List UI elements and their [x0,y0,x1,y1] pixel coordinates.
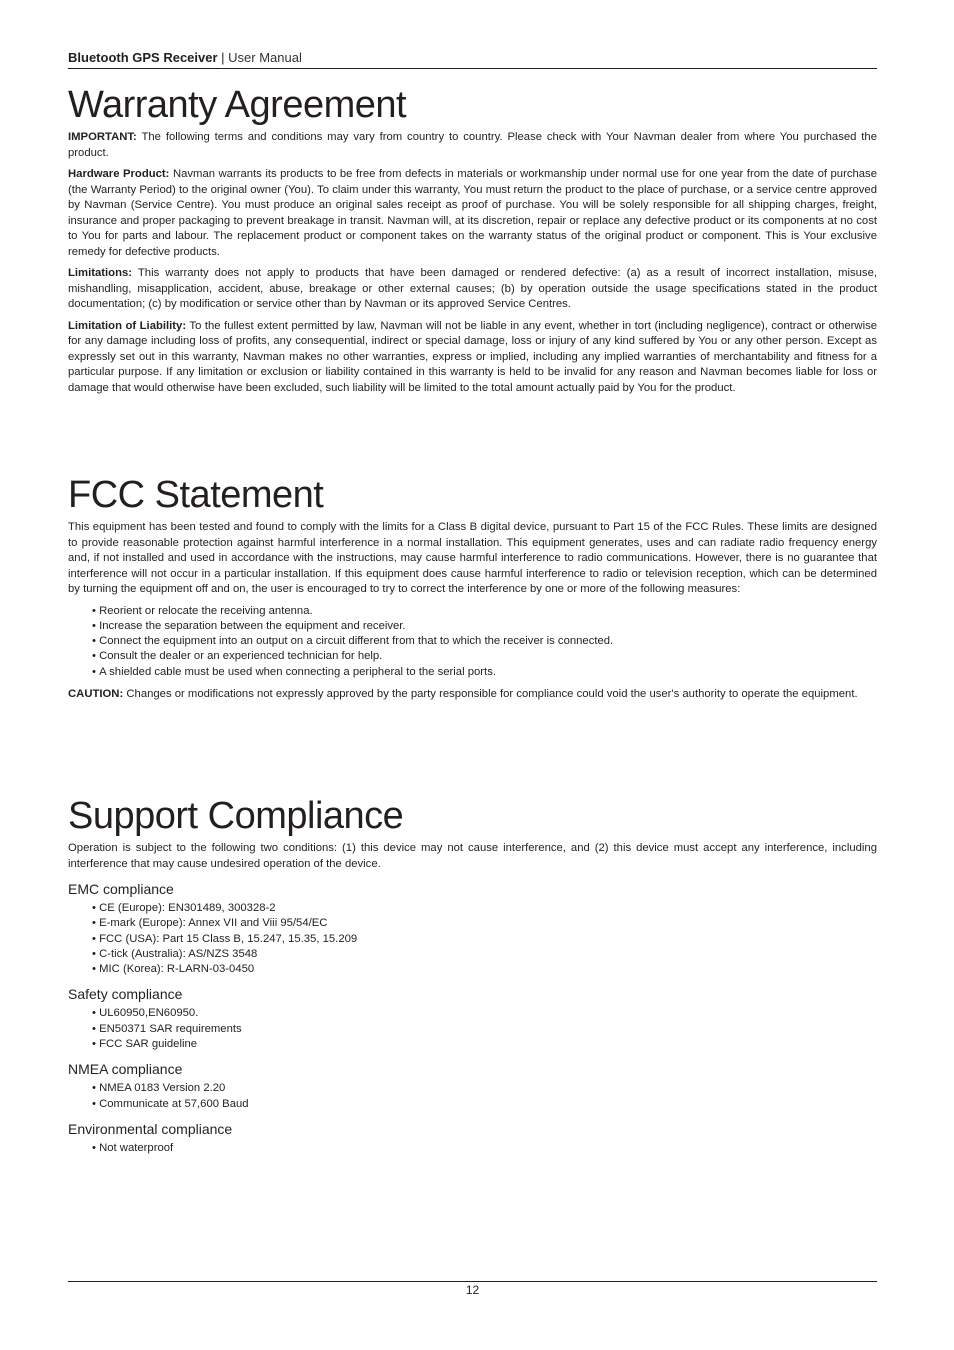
list-item: • Not waterproof [92,1141,877,1156]
liability-label: Limitation of Liability: [68,319,187,332]
fcc-measures-list [68,604,877,680]
list-item: • NMEA 0183 Version 2.20 [92,1081,877,1096]
emc-list [68,901,877,977]
environmental-heading: Environmental compliance [68,1120,233,1137]
list-item: • MIC (Korea): R-LARN-03-0450 [92,962,877,977]
warranty-hardware [68,167,877,260]
running-header [68,49,877,69]
list-item: • Increase the separation between the equipment and receiver. [92,619,877,634]
caution-text: Changes or modifications not expressly approved by the party responsible for compliance could void the user's authority to operate the equipment. [123,687,858,700]
list-item: • FCC (USA): Part 15 Class B, 15.247, 15.35, 15.209 [92,932,877,947]
support-intro: Operation is subject to the following two conditions: (1) this device may not cause interference, and (2) this device must accept any interference, including interference that may cause undesired operation of the device. [68,842,877,870]
warranty-limitations [68,266,877,313]
fcc-intro: This equipment has been tested and found to comply with the limits for a Class B digital device, pursuant to Part 15 of the FCC Rules. These limits are designed to provide reasonable protection against harmful interference in a normal installation. This equipment generates, uses and can radiate radio frequency energy and, if not installed and used in accordance with the instructions, may cause harmful interference to radio communications. However, there is no guarantee that interference will not occur in a particular installation. If this equipment does cause harmful interference to radio or television reception, which can be determined by turning the equipment off and on, the user is encouraged to try to correct the interference by one or more of the following measures: [68,521,877,595]
fcc-section [68,474,877,702]
safety-list [68,1006,877,1052]
page-number: 12 [465,1283,480,1297]
hardware-label: Hardware Product: [68,168,170,180]
nmea-list [68,1081,877,1112]
footer-divider [68,1281,877,1282]
hardware-text: Navman warrants its products to be free from defects in materials or workmanship under normal use for one year from the date of purchase (the Warranty Period) to the original owner (You). To claim under this warranty, You must return the product to the place of purchase, or a service centre approved by Navman (Service Centre). You must produce an original sales receipt as proof of purchase. You will be solely responsible for all shipping charges, freight, insurance and proper packaging to prevent breakage in transit. Navman will, at its discretion, repair or replace any defective product or its components at no cost to You for parts and labour. The replacement product or component takes on the warranty status of the original product or component. This is Your exclusive remedy for defective products. [68,168,877,258]
caution-label: CAUTION: [68,687,124,700]
safety-heading: Safety compliance [68,986,183,1003]
important-label: IMPORTANT: [68,131,137,143]
list-item: • CE (Europe): EN301489, 300328-2 [92,901,877,916]
header-manual: User Manual [228,50,302,65]
list-item: • EN50371 SAR requirements [92,1022,877,1037]
list-item: • Consult the dealer or an experienced technician for help. [92,649,877,664]
warranty-important [68,130,877,161]
important-text: The following terms and conditions may vary from country to country. Please check with Your Navman dealer from where You purchased the product. [68,131,877,159]
warranty-liability [68,319,877,397]
warranty-section [68,84,877,396]
warranty-title: Warranty Agreement [68,84,407,126]
limitations-label: Limitations: [68,267,133,279]
list-item: • Connect the equipment into an output on a circuit different from that to which the receiver is connected. [92,634,877,649]
header-product: Bluetooth GPS Receiver [68,50,218,65]
list-item: • C-tick (Australia): AS/NZS 3548 [92,947,877,962]
limitations-text: This warranty does not apply to products that have been damaged or rendered defective: (a) as a result of incorrect installation, misuse, mishandling, misapplication, accident, abuse, breakage or other external causes; (b) by operation outside the usage specifications stated in the product documentation; (c) by modification or service other than by Navman or its approved Service Centres. [68,267,877,310]
nmea-heading: NMEA compliance [68,1061,183,1078]
environmental-list [68,1141,877,1156]
list-item: • E-mark (Europe): Annex VII and Viii 95/54/EC [92,916,877,931]
list-item: • FCC SAR guideline [92,1037,877,1052]
list-item: • Reorient or relocate the receiving antenna. [92,604,877,619]
emc-heading: EMC compliance [68,881,174,897]
support-title: Support Compliance [68,795,404,837]
list-item: • Communicate at 57,600 Baud [92,1097,877,1112]
fcc-title: FCC Statement [68,474,324,516]
header-separator: | [217,50,229,65]
list-item: • UL60950,EN60950. [92,1006,877,1021]
fcc-caution [68,687,877,703]
support-section [68,795,877,1156]
liability-text: To the fullest extent permitted by law, Navman will not be liable in any event, whether in tort (including negligence), contract or otherwise for any damage including loss of profits, any consequential, indirect or special damage, loss or injury of any kind suffered by You or any other person. Except as expressly set out in this warranty, Navman makes no other warranties, express or implied, including any implied warranties of merchantability and fitness for a particular purpose. If any limitation or exclusion or liability contained in this warranty is held to be invalid for any reason and Navman becomes liable for loss or damage that would otherwise have been excluded, such liability will be limited to the total amount actually paid by You for the product. [68,319,878,394]
list-item: • A shielded cable must be used when connecting a peripheral to the serial ports. [92,665,877,680]
